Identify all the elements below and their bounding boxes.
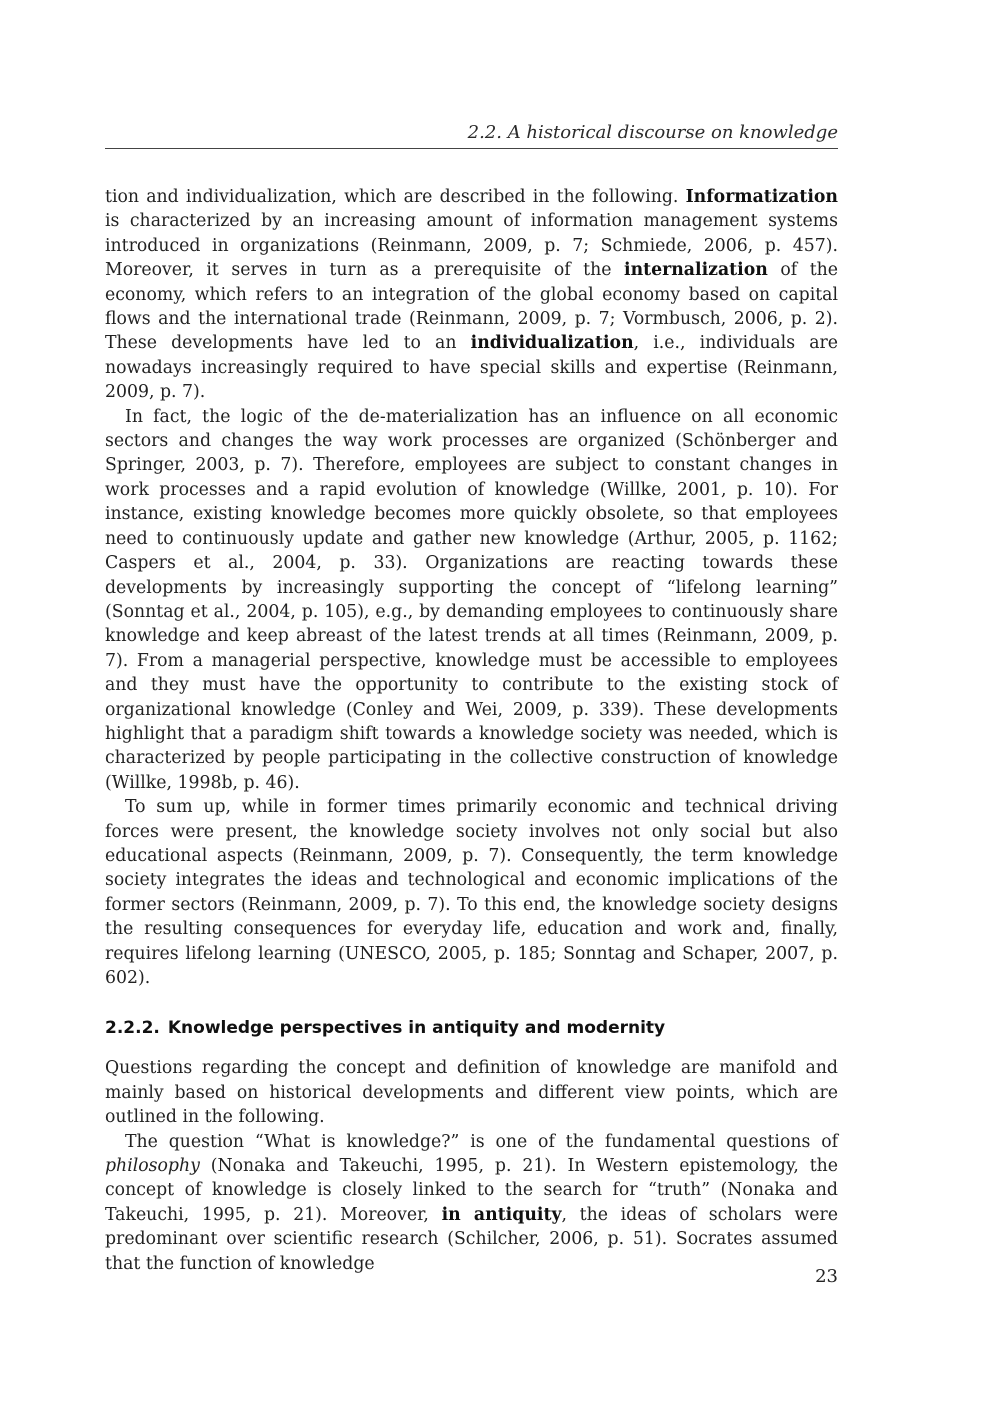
term-in-antiquity: in antiquity xyxy=(441,1204,562,1225)
paragraph-5-text-1: The question “What is knowledge?” is one of the fundamental questions of xyxy=(125,1131,838,1152)
term-philosophy: philosophy xyxy=(105,1156,200,1177)
term-individualization: individualization xyxy=(470,333,634,354)
paragraph-2: In fact, the logic of the de-materialization has an influence on all economic sectors and changes the way work processes are organized (Schönberger and Springer, 2003, p. 7). Therefore, employees are subject to constant changes in work processes and a rapid evolution of knowledge (Willke, 2001, p. 10). For instance, existing knowledge becomes more quickly obsolete, so that employees need to continuously update and gather new knowledge (Arthur, 2005, p. 1162; Caspers et al., 2004, p. 33). Organizations are reacting towards these developments by increasingly supporting the concept of “lifelong learning” (Sonntag et al., 2004, p. 105), e.g., by demanding employees to continuously share knowledge and keep abreast of the latest trends at all times (Reinmann, 2009, p. 7). From a managerial perspective, knowledge must be accessible to employees and they must have the opportunity to contribute to the existing stock of organizational knowledge (Conley and Wei, 2009, p. 339). These developments highlight that a paradigm shift towards a knowledge society was needed, which is characterized by people participating in the collective construction of knowledge (Willke, 1998b, p. 46). xyxy=(105,406,838,793)
paragraph-1-text-3: of the economy, which refers to an integration of the global economy based on capital flows and the international trade (Reinmann, 2009, p. 7; Vormbusch, 2006, p. 2). These developments have led to an xyxy=(105,260,838,354)
paragraph-1-text-2: is characterized by an increasing amount of information management systems introduced in organizations (Reinmann, 2009, p. 7; Schmiede, 2006, p. 457). Moreover, it serves in turn as a prerequisite of the xyxy=(105,211,838,281)
section-number: 2.2.2. xyxy=(105,1018,160,1039)
paragraph-1-text-1: tion and individualization, which are described in the following. xyxy=(105,187,686,207)
paragraph-1 xyxy=(105,185,838,405)
paragraph-5-text-3: , the ideas of scholars were predominant over scientific research (Schilcher, 2006, p. 51). Socrates assumed that the function of knowledge xyxy=(105,1204,838,1274)
header-rule xyxy=(105,148,838,149)
term-internalization: internalization xyxy=(624,260,768,281)
running-header: 2.2. A historical discourse on knowledge xyxy=(467,122,838,143)
paragraph-4: Questions regarding the concept and definition of knowledge are manifold and mainly based on historical developments and different view points, which are outlined in the following. xyxy=(105,1058,838,1128)
section-heading xyxy=(105,1016,838,1040)
paragraph-5 xyxy=(105,1130,838,1276)
page-number: 23 xyxy=(815,1266,838,1287)
term-informatization: Informatization xyxy=(685,187,838,207)
paragraph-5-text-2: (Nonaka and Takeuchi, 1995, p. 21). In Western epistemology, the concept of knowledge is closely linked to the search for “truth” (Nonaka and Takeuchi, 1995, p. 21). Moreover, xyxy=(105,1156,838,1225)
paragraph-3: To sum up, while in former times primarily economic and technical driving forces were present, the knowledge society involves not only social but also educational aspects (Reinmann, 2009, p. 7). Consequently, the term knowledge society integrates the ideas and technological and economic implications of the former sectors (Reinmann, 2009, p. 7). To this end, the knowledge society designs the resulting consequences for everyday life, education and work and, finally, requires lifelong learning (UNESCO, 2005, p. 185; Sonntag and Schaper, 2007, p. 602). xyxy=(105,797,838,988)
paragraph-1-text-4: , i.e., individuals are nowadays increasingly required to have special skills and expertise (Reinmann, 2009, p. 7). xyxy=(105,333,838,403)
section-title: Knowledge perspectives in antiquity and modernity xyxy=(167,1018,666,1039)
body-text xyxy=(105,185,838,1276)
